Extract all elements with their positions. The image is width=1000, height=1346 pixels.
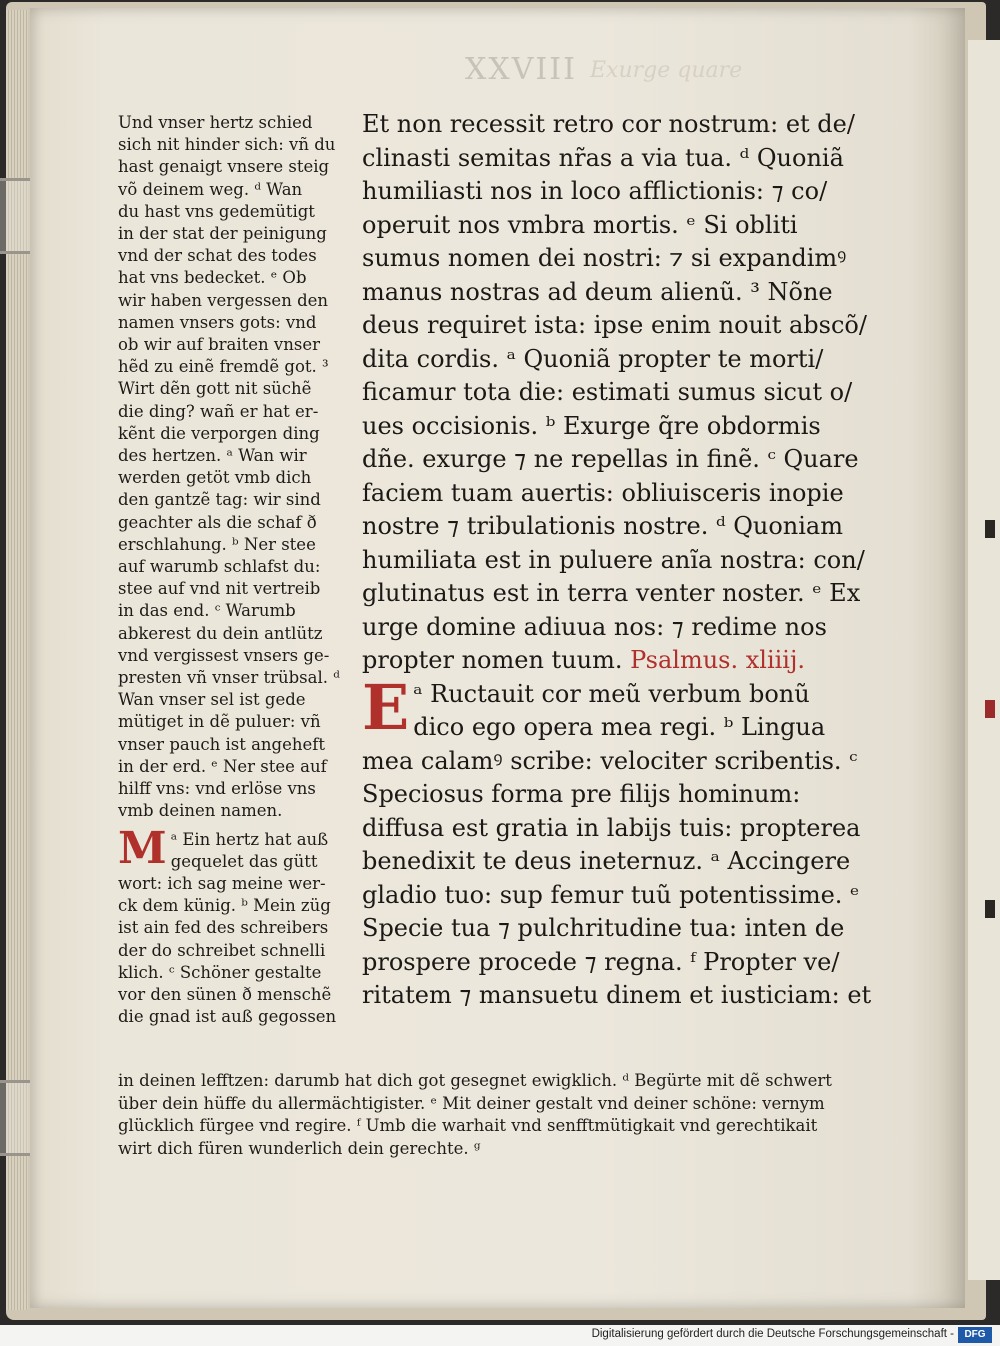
text-line: diffusa est gratia in labijs tuis: propterea (362, 813, 861, 842)
text-line: clinasti semitas nr̃as a via tua. ᵈ Quoniã (362, 143, 844, 172)
text-line: auf warumb schlafst du: (118, 557, 321, 577)
text-line: in der stat der peinigung (118, 224, 327, 244)
text-line: hast genaigt vnsere steig (118, 157, 330, 177)
facing-page-sliver (968, 40, 1000, 1280)
text-line: in deinen lefftzen: darumb hat dich got gesegnet ewigklich. ᵈ Begürte mit dẽ schwert (118, 1071, 832, 1090)
text-line: vmb deinen namen. (118, 801, 283, 821)
text-line: vnd vergissest vnsers ge- (118, 645, 330, 665)
text-line: Wirt dẽn gott nit süchẽ (118, 379, 312, 399)
text-line: Speciosus forma pre filijs hominum: (362, 780, 801, 808)
text-line: manus nostras ad deum alienũ. ³ Nõne (362, 277, 833, 306)
facing-page-mark (985, 520, 995, 538)
text-line: dita cordis. ᵃ Quoniã propter te morti/ (362, 344, 824, 373)
text-line: wir haben vergessen den (118, 290, 329, 310)
text-line: in der erd. ᵉ Ner stee auf (118, 756, 327, 776)
text-line: dñe. exurge ⁊ ne repellas in finẽ. ᶜ Quare (362, 445, 859, 473)
text-line: presten vñ vnser trübsal. ᵈ (118, 668, 340, 688)
right-column-latin (362, 108, 882, 1013)
text-line: faciem tuam auertis: obliuisceris inopie (362, 478, 844, 507)
text-line: operuit nos vmbra mortis. ᵉ Si obliti (362, 210, 798, 239)
facing-page-red-mark (985, 700, 995, 718)
text-line: wirt dich füren wunderlich dein gerechte. ᵍ (118, 1138, 481, 1158)
text-line: nostre ⁊ tribulationis nostre. ᵈ Quoniam (362, 512, 843, 540)
text-line: glücklich fürgee vnd regire. ᶠ Umb die warhait vnd senfftmütigkait vnd gerechtikait (118, 1116, 818, 1135)
text-line: vor den sünen ð menschẽ (118, 984, 332, 1004)
right-psalm-lines (362, 670, 882, 1013)
psalm-heading: Psalmus. xliiij. (630, 646, 806, 674)
text-line: geachter als die schaf ð (118, 512, 317, 532)
text-line: Wan vnser sel ist gede (118, 690, 306, 710)
text-line: ues occisionis. ᵇ Exurge q̃re obdormis (362, 411, 821, 440)
text-line: Specie tua ⁊ pulchritudine tua: inten de (362, 914, 845, 942)
text-line: ritatem ⁊ mansuetu dinem et iusticiam: et (362, 981, 872, 1009)
text-line: ᵃ Ructauit cor meũ verbum bonũ (413, 679, 810, 708)
text-line: die gnad ist auß gegossen (118, 1007, 337, 1027)
bottom-german-lines (118, 1070, 888, 1160)
psalm-heading-line (362, 644, 882, 678)
text-line: des hertzen. ᵃ Wan wir (118, 446, 307, 466)
text-line: glutinatus est in terra venter noster. ᵉ Ex (362, 579, 861, 607)
text-line: prospere procede ⁊ regna. ᶠ Propter ve/ (362, 947, 840, 976)
text-line: werden getöt vmb dich (118, 468, 312, 488)
initial-letter-e: E (362, 670, 410, 744)
text-line: deus requiret ista: ipse enim nouit abscõ/ (362, 311, 867, 339)
text-line: ck dem künig. ᵇ Mein züg (118, 896, 331, 916)
text-line: mütiget in dẽ puluer: vñ (118, 712, 321, 732)
text-line: den gantzẽ tag: wir sind (118, 490, 321, 510)
text-line: mea calamꝰ scribe: velociter scribentis. ᶜ (362, 746, 858, 775)
left-column-german (118, 112, 350, 1028)
text-line: erschlahung. ᵇ Ner stee (118, 534, 316, 554)
psalm-lead-text: propter nomen tuum. (362, 646, 623, 674)
credit-text: Digitalisierung gefördert durch die Deutsche Forschungsgemeinschaft - (591, 1328, 954, 1340)
text-line: hẽd zu einẽ fremdẽ got. ³ (118, 357, 329, 377)
text-line: ᵃ Ein hertz hat auß (170, 829, 329, 849)
text-line: Und vnser hertz schied (118, 113, 313, 132)
text-line: urge domine adiuua nos: ⁊ redime nos (362, 612, 827, 641)
credit-bar (0, 1325, 1000, 1346)
text-line: kẽnt die verporgen ding (118, 423, 320, 443)
left-text-lines (118, 112, 350, 823)
text-line: gequelet das gütt (170, 851, 318, 871)
text-line: hilff vns: vnd erlöse vns (118, 779, 316, 799)
left-psalm-block (118, 822, 350, 1029)
right-psalm-block (362, 670, 882, 1013)
text-line: sich nit hinder sich: vñ du (118, 135, 336, 155)
text-line: ob wir auf braiten vnser (118, 335, 320, 355)
text-line: die ding? wañ er hat er- (118, 401, 319, 421)
folio-number: XXVIII (465, 52, 577, 87)
text-line: ficamur tota die: estimati sumus sicut o/ (362, 378, 853, 406)
text-line: võ deinem weg. ᵈ Wan (118, 179, 303, 199)
dfg-logo: DFG (958, 1327, 992, 1343)
initial-letter-m: M (118, 822, 167, 874)
text-line: in das end. ᶜ Warumb (118, 601, 296, 621)
text-line: Et non recessit retro cor nostrum: et de/ (362, 110, 855, 138)
text-line: humiliata est in puluere anĩa nostra: con/ (362, 545, 865, 574)
text-line: du hast vns gedemütigt (118, 201, 315, 221)
text-line: vnd der schat des todes (118, 246, 317, 266)
text-line: wort: ich sag meine wer- (118, 873, 326, 893)
text-line: dico ego opera mea regi. ᵇ Lingua (413, 713, 826, 741)
text-line: über dein hüffe du allermächtigister. ᵉ Mit deiner gestalt vnd deiner schöne: vernym (118, 1093, 825, 1113)
text-line: humiliasti nos in loco afflictionis: ⁊ co/ (362, 177, 828, 205)
text-line: klich. ᶜ Schöner gestalte (118, 962, 322, 982)
text-line: ist ain fed des schreibers (118, 918, 329, 938)
text-line: stee auf vnd nit vertreib (118, 579, 321, 599)
text-line: vnser pauch ist angeheft (118, 734, 325, 754)
text-line: benedixit te deus ineternuz. ᵃ Accingere (362, 847, 851, 875)
right-text-lines (362, 108, 882, 644)
text-line: abkerest du dein antlütz (118, 623, 323, 643)
text-line: hat vns bedecket. ᵉ Ob (118, 268, 307, 288)
text-line: der do schreibet schnelli (118, 940, 326, 960)
text-line: gladio tuo: sup femur tuũ potentissime. ᵉ (362, 880, 860, 909)
bleed-through-text: Exurge quare (590, 58, 743, 83)
text-line: namen vnsers gots: vnd (118, 312, 317, 332)
text-line: sumus nomen dei nostri: ⁊ si expandimꝰ (362, 244, 847, 272)
facing-page-mark (985, 900, 995, 918)
